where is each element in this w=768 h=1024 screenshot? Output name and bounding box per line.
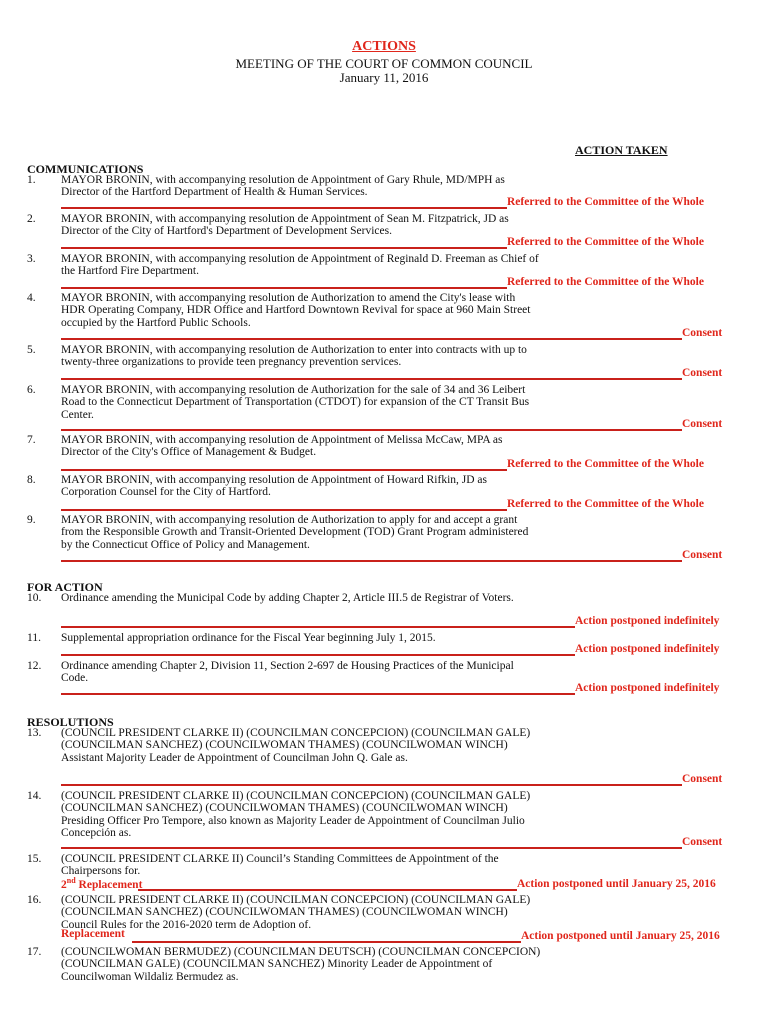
action-underline	[138, 889, 517, 891]
section-resolutions: RESOLUTIONS	[27, 715, 114, 729]
item-text: MAYOR BRONIN, with accompanying resolution de Appointment of Sean M. Fitzpatrick, JD as Director of the City of Hartford's Department of Development Services.	[61, 213, 509, 238]
item-number: 16.	[27, 894, 42, 906]
item-number: 9.	[27, 514, 36, 526]
item-number: 17.	[27, 946, 42, 958]
item-number: 3.	[27, 253, 36, 265]
item-text: MAYOR BRONIN, with accompanying resolution de Authorization to enter into contracts with up to twenty-three organizations to provide teen pregnancy prevention services.	[61, 344, 527, 369]
action-underline	[61, 847, 682, 849]
action-underline	[61, 469, 507, 471]
item-number: 7.	[27, 434, 36, 446]
item-number: 10.	[27, 592, 42, 604]
action-underline	[61, 247, 507, 249]
action-underline	[61, 338, 682, 340]
action-taken: Action postponed indefinitely	[575, 643, 720, 655]
action-taken: Referred to the Committee of the Whole	[507, 276, 704, 288]
item-text: MAYOR BRONIN, with accompanying resolution de Authorization for the sale of 34 and 36 Leibert Road to the Connecticut Department of Transportation (CTDOT) for expansion of the CT Transit Bus Center.	[61, 384, 530, 421]
action-taken: Consent	[682, 327, 723, 339]
item-number: 14.	[27, 790, 42, 802]
item-number: 11.	[27, 632, 41, 644]
item-text: MAYOR BRONIN, with accompanying resolution de Appointment of Gary Rhule, MD/MPH as Director of the Hartford Department of Health & Human Services.	[61, 174, 505, 199]
section-for-action: FOR ACTION	[27, 580, 103, 594]
item-number: 15.	[27, 853, 42, 865]
item-number: 8.	[27, 474, 36, 486]
replacement-label: Replacement	[61, 928, 125, 940]
item-text: Ordinance amending Chapter 2, Division 11, Section 2-697 de Housing Practices of the Municipal Code.	[61, 660, 514, 685]
action-taken: Referred to the Committee of the Whole	[507, 458, 704, 470]
action-underline	[132, 941, 521, 943]
item-number: 2.	[27, 213, 36, 225]
action-underline	[61, 378, 682, 380]
action-taken: Referred to the Committee of the Whole	[507, 498, 704, 510]
item-text: MAYOR BRONIN, with accompanying resolution de Appointment of Melissa McCaw, MPA as Director of the City's Office of Management & Budget.	[61, 434, 503, 459]
item-text: (COUNCIL PRESIDENT CLARKE II) Council’s Standing Committees de Appointment of the Chairpersons for.	[61, 853, 499, 878]
action-taken: Consent	[682, 549, 723, 561]
action-taken: Action postponed indefinitely	[575, 682, 720, 694]
item-text: Ordinance amending the Municipal Code by adding Chapter 2, Article III.5 de Registrar of Voters.	[61, 592, 514, 604]
action-underline	[61, 287, 507, 289]
item-text: (COUNCIL PRESIDENT CLARKE II) (COUNCILMAN CONCEPCION) (COUNCILMAN GALE) (COUNCILMAN SANCHEZ) (COUNCILWOMAN THAMES) (COUNCILWOMAN WINCH) Presiding Officer Pro Tempore, also known as Majority Leader de Appointment of Councilman Julio Concepción as.	[61, 790, 531, 840]
action-taken: Action postponed indefinitely	[575, 615, 720, 627]
item-number: 12.	[27, 660, 42, 672]
item-number: 6.	[27, 384, 36, 396]
action-taken: Consent	[682, 836, 723, 848]
action-underline	[61, 429, 682, 431]
meeting-subtitle: MEETING OF THE COURT OF COMMON COUNCIL	[235, 56, 533, 71]
action-taken: Consent	[682, 773, 723, 785]
meeting-date: January 11, 2016	[339, 70, 429, 85]
item-number: 4.	[27, 292, 36, 304]
action-taken: Consent	[682, 367, 723, 379]
section-communications: COMMUNICATIONS	[27, 162, 144, 176]
item-number: 1.	[27, 174, 36, 186]
item-text: MAYOR BRONIN, with accompanying resolution de Appointment of Howard Rifkin, JD as Corporation Counsel for the City of Hartford.	[61, 474, 487, 499]
action-taken: Consent	[682, 418, 723, 430]
item-text: (COUNCIL PRESIDENT CLARKE II) (COUNCILMAN CONCEPCION) (COUNCILMAN GALE) (COUNCILMAN SANCHEZ) (COUNCILWOMAN THAMES) (COUNCILWOMAN WINCH) Council Rules for the 2016-2020 term de Adoption of.	[61, 894, 531, 931]
item-number: 13.	[27, 727, 42, 739]
item-text: MAYOR BRONIN, with accompanying resolution de Authorization to amend the City's lease with HDR Operating Company, HDR Office and Hartford Downtown Revival for space at 960 Main Street occupied by the Hartford Public Schools.	[61, 292, 531, 329]
item-text: MAYOR BRONIN, with accompanying resolution de Appointment of Reginald D. Freeman as Chief of the Hartford Fire Department.	[61, 253, 539, 278]
action-taken: Referred to the Committee of the Whole	[507, 196, 704, 208]
replacement-label: 2nd Replacement	[61, 876, 143, 891]
item-number: 5.	[27, 344, 36, 356]
document-title: ACTIONS	[352, 39, 416, 54]
action-underline	[61, 509, 507, 511]
action-taken: Action postponed until January 25, 2016	[521, 930, 720, 942]
item-text: MAYOR BRONIN, with accompanying resolution de Authorization to apply for and accept a grant from the Responsible Growth and Transit-Oriented Development (TOD) Grant Program administered by the Connecticut Office of Policy and Management.	[61, 514, 529, 551]
action-underline	[61, 654, 575, 656]
action-taken: Referred to the Committee of the Whole	[507, 236, 704, 248]
item-text: Supplemental appropriation ordinance for the Fiscal Year beginning July 1, 2015.	[61, 632, 436, 644]
action-underline	[61, 693, 575, 695]
action-taken: Action postponed until January 25, 2016	[517, 878, 716, 890]
action-underline	[61, 626, 575, 628]
action-taken-heading: ACTION TAKEN	[575, 143, 668, 157]
action-underline	[61, 560, 682, 562]
item-text: (COUNCIL PRESIDENT CLARKE II) (COUNCILMAN CONCEPCION) (COUNCILMAN GALE) (COUNCILMAN SANCHEZ) (COUNCILWOMAN THAMES) (COUNCILWOMAN WINCH) Assistant Majority Leader de Appointment of Councilman John Q. Gale as.	[61, 727, 531, 764]
action-underline	[61, 207, 507, 209]
action-underline	[61, 784, 682, 786]
item-text: (COUNCILWOMAN BERMUDEZ) (COUNCILMAN DEUTSCH) (COUNCILMAN CONCEPCION) (COUNCILMAN GALE) (COUNCILMAN SANCHEZ) Minority Leader de Appointment of Councilwoman Wildaliz Bermudez as.	[61, 946, 541, 983]
